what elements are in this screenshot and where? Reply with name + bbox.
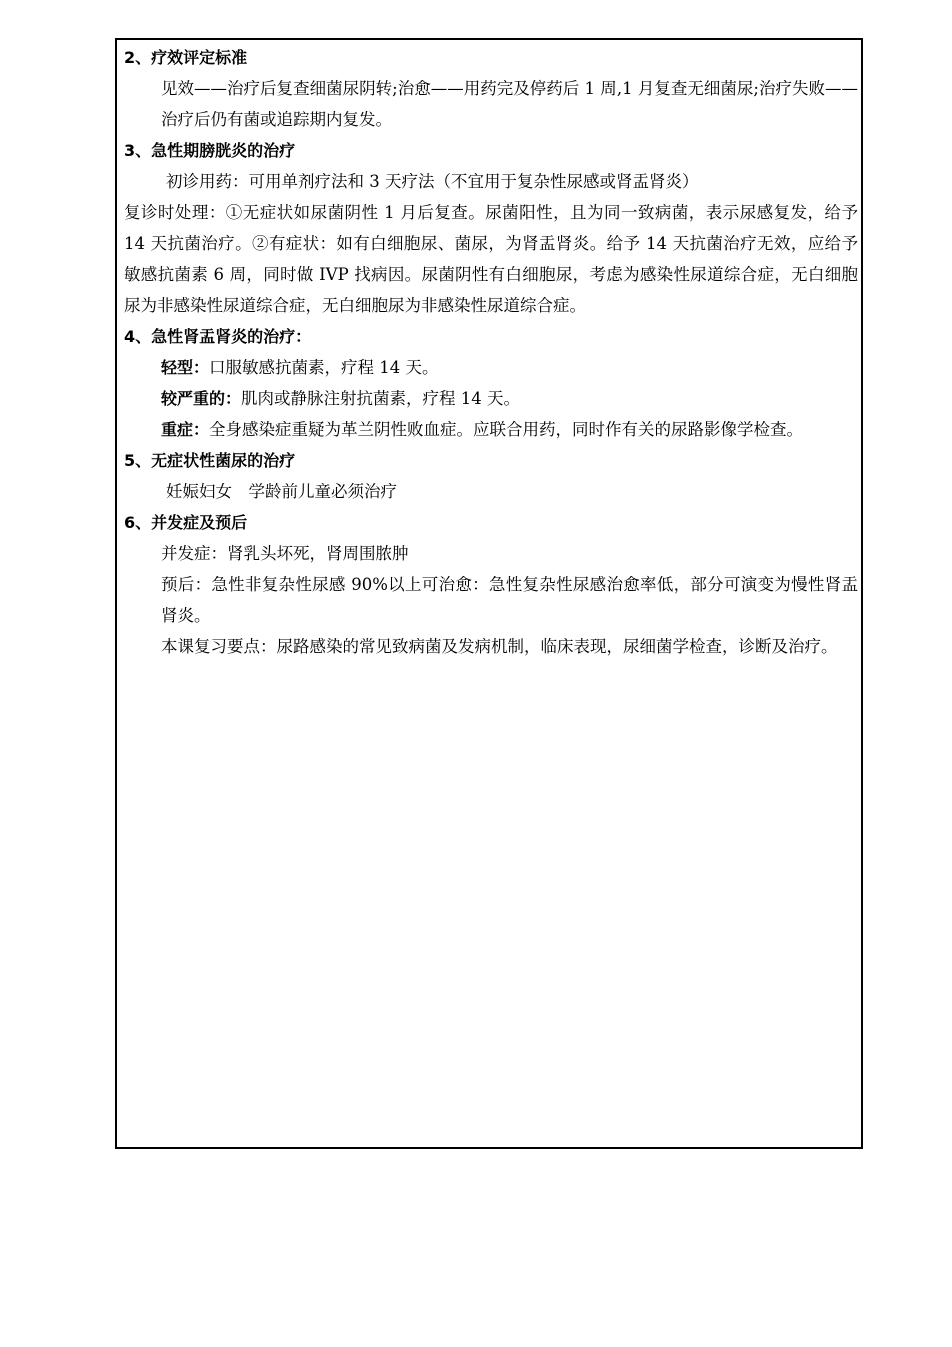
section-4-title: 4、急性肾盂肾炎的治疗：: [124, 327, 312, 346]
section-2-text: 见效——治疗后复查细菌尿阴转;治愈——用药完及停药后 1 周,1 月复查无细菌尿;治疗失败——治疗后仍有菌或追踪期内复发。: [161, 79, 858, 129]
mild-text: 口服敏感抗菌素，疗程 14 天。: [209, 358, 439, 377]
section-4-severe: [124, 414, 858, 445]
severe-label: 重症：: [161, 420, 210, 439]
section-3-initial-treatment: 初诊用药：可用单剂疗法和 3 天疗法（不宜用于复杂性尿感或肾盂肾炎）: [166, 172, 699, 191]
moderate-text: 肌肉或静脉注射抗菌素，疗程 14 天。: [241, 389, 521, 408]
section-3-title: 3、急性期膀胱炎的治疗: [124, 141, 296, 160]
severe-text: 全身感染症重疑为革兰阴性败血症。应联合用药，同时作有关的尿路影像学检查。: [209, 420, 804, 439]
mild-label: 轻型：: [161, 358, 210, 377]
section-6-complications: 并发症：肾乳头坏死，肾周围脓肿: [161, 544, 409, 563]
section-4-moderate: [124, 383, 858, 414]
moderate-label: 较严重的：: [161, 389, 242, 408]
section-5-title: 5、无症状性菌尿的治疗: [124, 451, 296, 470]
section-3-followup: 复诊时处理：①无症状如尿菌阴性 1 月后复查。尿菌阳性，且为同一致病菌，表示尿感复发，给予 14 天抗菌治疗。②有症状：如有白细胞尿、菌尿，为肾盂肾炎。给予 14 天抗菌治疗无效，应给予敏感抗菌素 6 周，同时做 IVP 找病因。尿菌阴性有白细胞尿，考虑为感染性尿道综合症，无白细胞尿为非感染性尿道综合症，无白细胞尿为非感染性尿道综合症。: [124, 203, 858, 315]
section-6-review-points: 本课复习要点：尿路感染的常见致病菌及发病机制，临床表现，尿细菌学检查，诊断及治疗。: [161, 637, 838, 656]
section-4-mild: [124, 352, 858, 383]
section-6-prognosis: 预后：急性非复杂性尿感 90%以上可治愈：急性复杂性尿感治愈率低，部分可演变为慢性肾盂肾炎。: [161, 575, 858, 625]
section-5-text: 妊娠妇女 学龄前儿童必须治疗: [166, 482, 397, 501]
content-frame: [115, 38, 863, 1149]
section-6-title: 6、并发症及预后: [124, 513, 248, 532]
section-2-title: 2、疗效评定标准: [124, 48, 248, 67]
document-body: [124, 42, 858, 662]
